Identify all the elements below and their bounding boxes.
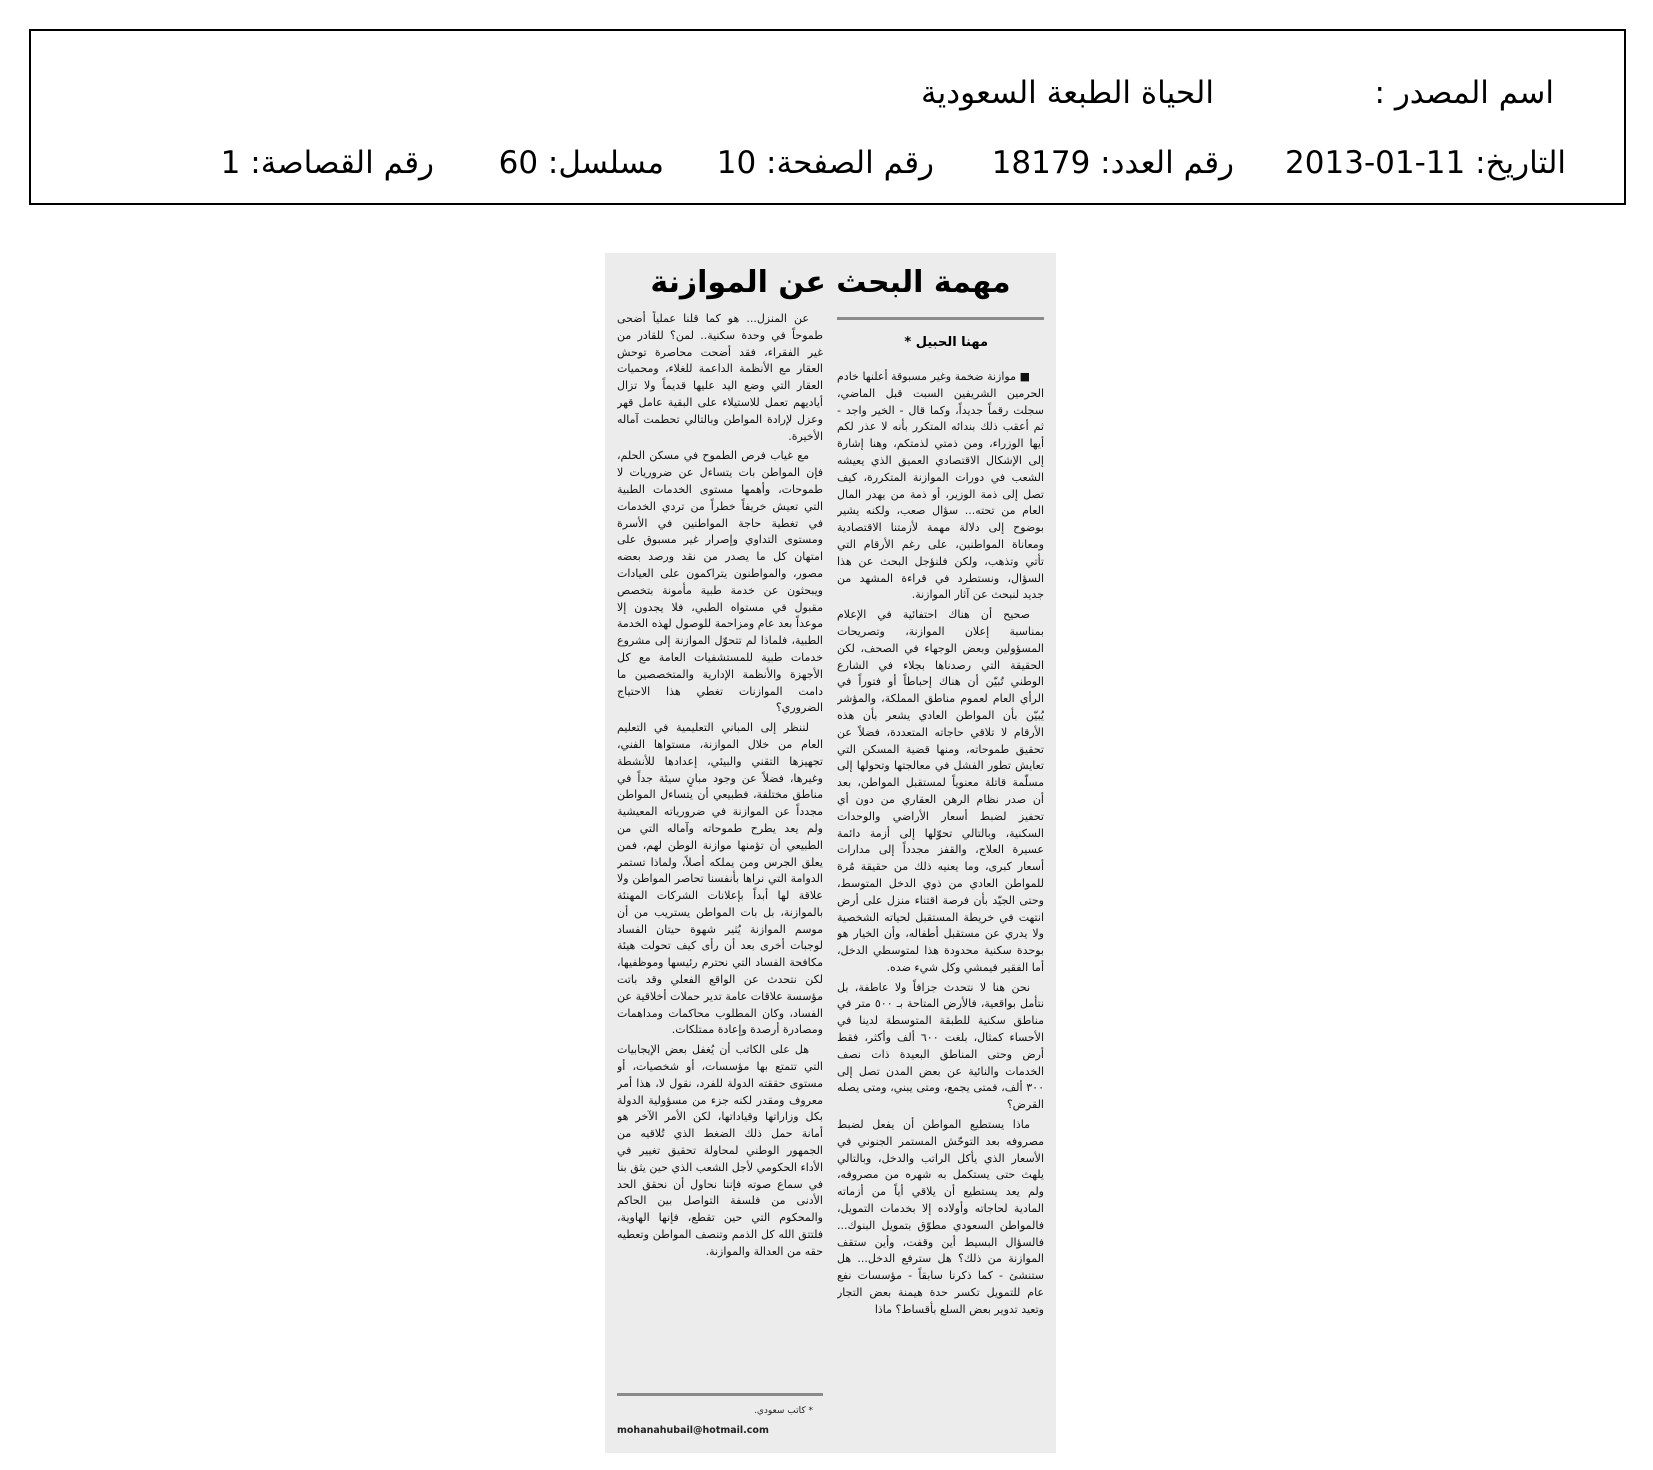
- paragraph: ماذا يستطيع المواطن أن يفعل لضبط مصروفه بعد التوحّش المستمر الجنوني في الأسعار الذي يأكل الراتب والدخل، وبالتالي يلهث حتى يستكمل به شهره من مصروفه، ولم يعد يستطيع أن يلاقي أياً من أزماته المادية لحاجاته وأولاده إلا بخدمات التمويل، فالمواطن السعودي مطوّق بتمويل البنوك... فالسؤال البسيط أين وقفت، وأين ستقف الموازنة من ذلك؟ هل سترفع الدخل... هل ستنشئ - كما ذكرنا سابقاً - مؤسسات نفع عام للتمويل تكسر حدة هيمنة بعض التجار وتعيد تدوير بعض السلع بأقساط؟ ماذا: [837, 1118, 1044, 1316]
- source-label: اسم المصدر :: [1374, 75, 1554, 111]
- paragraph: نحن هنا لا نتحدث جزافاً ولا عاطفة، بل نتأمل بواقعية، فالأرض المتاحة بـ ٥٠٠ متر في مناطق سكنية للطبقة المتوسطة لدينا في الأحساء كمثال، بلغت ٦٠٠ ألف وأكثر، فقط أرض وحتى المناطق البعيدة ذات نصف الخدمات والنائية عن بعض المدن تصل إلى ٣٠٠ ألف، فمتى يجمع، ومتى يبني، ومتى يصله القرض؟: [837, 980, 1044, 1112]
- date-field: التاريخ: 11-01-2013: [1285, 145, 1566, 181]
- source-name: الحياة الطبعة السعودية: [921, 75, 1214, 111]
- article-title: مهمة البحث عن الموازنة: [650, 265, 1011, 300]
- paragraph: لننظر إلى المباني التعليمية في التعليم العام من خلال الموازنة، مستواها الفني، تجهيزها التقني والبيئي، إعدادها للأنشطة وغيرها، فضلاً عن وجود مبانٍ سيئة جداً في مناطق مختلفة، فطبيعي أن يتساءل المواطن مجدداً عن الموازنة في ضرورياته المعيشية ولم يعد يطرح طموحاته وآماله التي من الطبيعي أن تؤمنها موازنة الوطن لهم، فمن يعلق الجرس ومن يملكه أصلاً، ولماذا تستمر الدوامة التي نراها بأنفسنا تحاصر المواطن ولا علاقة لها أبداً بإعلانات الشركات المهنئة بالموازنة، بل بات المواطن يستريب من أن موسم الموازنة يُثير شهوة حيتان الفساد لوجبات أخرى بعد أن رأى كيف تحولت هيئة مكافحة الفساد التي نحترم رئيسها وموظفيها، لكن نتحدث عن الواقع الفعلي وقد باتت مؤسسة علاقات عامة تدير حملات أخلاقية عن الفساد، وكان المطلوب محاكمات ومداهمات ومصادرة أرصدة وإعادة ممتلكات.: [617, 721, 823, 1037]
- paragraph: صحيح أن هناك احتفائية في الإعلام بمناسبة إعلان الموازنة، وتصريحات المسؤولين وبعض الوجهاء في الصحف، لكن الحقيقة التي رصدناها بجلاء في الشارع الوطني تُبيّن أن هناك إحباطاً أو فتوراً في الرأي العام لعموم مناطق المملكة، والمؤشر يُبيّن بأن المواطن العادي يشعر بأن هذه الأرقام لا تلاقي حاجاته المتعددة، فضلاً عن تحقيق طموحاته، ومنها قضية المسكن التي تعايش تطور الفشل في معالجتها وتحولها إلى مسلّمة قاتلة معنوياً لمستقبل المواطن، بعد أن صدر نظام الرهن العقاري من دون أي تحفيز لضبط أسعار الأراضي والوحدات السكنية، وبالتالي تحوّلها إلى أزمة دائمة عسيرة العلاج، والقفز مجدداً إلى مدارات أسعار كبرى، وما يعنيه ذلك من حقيقة مُرة للمواطن العادي من ذوي الدخل المتوسط، وحتى الجيّد بأن فرصة اقتناء منزل على أرض انتهت في خريطة المستقبل لحياته الشخصية ولا يدري عن مستقبل أطفاله، وأن الخيار هو بوحدة سكنية محدودة هذا لمتوسطي الدخل، أما الفقير فيمشي وكل شيء ضده.: [837, 608, 1044, 974]
- page-number: رقم الصفحة: 10: [716, 145, 934, 181]
- newspaper-clipping: [605, 253, 1056, 1453]
- serial-number: مسلسل: 60: [498, 145, 664, 181]
- paragraph: عن المنزل... هو كما قلنا عملياً أضحى طموحاً في وحدة سكنية.. لمن؟ للقادر من غير الفقراء، فقد أضحت محاصرة توحش العقار مع الأنظمة الداعمة للغلاء، ومحميات العقار التي وضع اليد عليها قديماً ولا تزال أياديهم تعمل للاستيلاء على البقية عامل قهر وعزل لإرادة المواطن وبالتالي تحطمت آماله الأخيرة.: [617, 312, 823, 443]
- paragraph: مع غياب فرص الطموح في مسكن الحلم، فإن المواطن بات يتساءل عن ضروريات لا طموحات، وأهمها مستوى الخدمات الطبية التي تعيش خريفاً خطراً من تردي الخدمات في تغطية حاجة المواطنين في الأسرة ومستوى التداوي وإصرار غير مسبوق على امتهان كل ما يصدر من نقد ورصد بعضه مصور، والمواطنون يتراكمون على العيادات ويبحثون عن خدمة طبية مأمونة بتخصص مقبول في مستواه الطبي، فلا يجدون إلا موعداً بعد عام ومزاحمة للوصول لهذه الخدمة الطبية، فلماذا لم تتحوّل الموازنة إلى مشروع خدمات طبية للمستشفيات العامة مع كل الأجهزة والأنظمة الإدارية والمتخصصين ما دامت الموازنات تغطي هذا الاحتياج الضروري؟: [617, 449, 823, 715]
- paragraph: هل على الكاتب أن يُغفل بعض الإيجابيات التي تتمتع بها مؤسسات، أو شخصيات، أو مستوى حققته الدولة للفرد، نقول لا، هذا أمر معروف ومقدر لكنه جزء من مسؤولية الدولة بكل وزاراتها وقياداتها، لكن الأمر الآخر هو أمانة حمل ذلك الضغط الذي تُلاقيه من الجمهور الوطني لمحاولة تحقيق تغيير في الأداء الحكومي لأجل الشعب الذي حين يثق بنا في سماع صوته فإننا نحاول أن نحقق الحد الأدنى من فلسفة التواصل بين الحاكم والمحكوم التي حين تقطع، فإنها الهاوية، فلتتق الله كل الذمم وتنصف المواطن وتعطيه حقه من العدالة والموازنة.: [617, 1043, 823, 1258]
- author-name: مهنا الحبيل *: [904, 335, 988, 350]
- article-column-left: [617, 311, 823, 1361]
- footnote-divider: [617, 1393, 823, 1396]
- clip-number: رقم القصاصة: 1: [220, 145, 434, 181]
- article-column-right: [837, 369, 1044, 1443]
- source-info-box: [29, 29, 1626, 205]
- issue-number: رقم العدد: 18179: [991, 145, 1234, 181]
- author-footnote: * كاتب سعودي.: [753, 1406, 813, 1416]
- author-email: mohanahubail@hotmail.com: [617, 1425, 769, 1436]
- author-divider: [837, 317, 1044, 320]
- paragraph: ■ موازنة ضخمة وغير مسبوقة أعلنها خادم الحرمين الشريفين السبت قبل الماضي، سجلت رقماً جديداً، وكما قال - الخير واجد - ثم أعقب ذلك بندائه المتكرر بأنه لا عذر لكم أيها الوزراء، ومن ذمتي لذمتكم، وهنا إشارة إلى الإشكال الاقتصادي العميق الذي يعيشه الشعب في دورات الموازنة المتكررة، كيف تصل إلى ذمة الوزير، أو ذمة من يهدر المال العام من تحته... سؤال صعب، ولكنه يشير بوضوح إلى دلالة مهمة لأزمتنا الاقتصادية ومعاناة المواطنين، على رغم الأرقام التي تأتي وتذهب، ولكن فلنؤجل البحث عن هذا السؤال، ونستطرد في قراءة المشهد من جديد لنبحث عن آثار الموازنة.: [837, 370, 1044, 602]
